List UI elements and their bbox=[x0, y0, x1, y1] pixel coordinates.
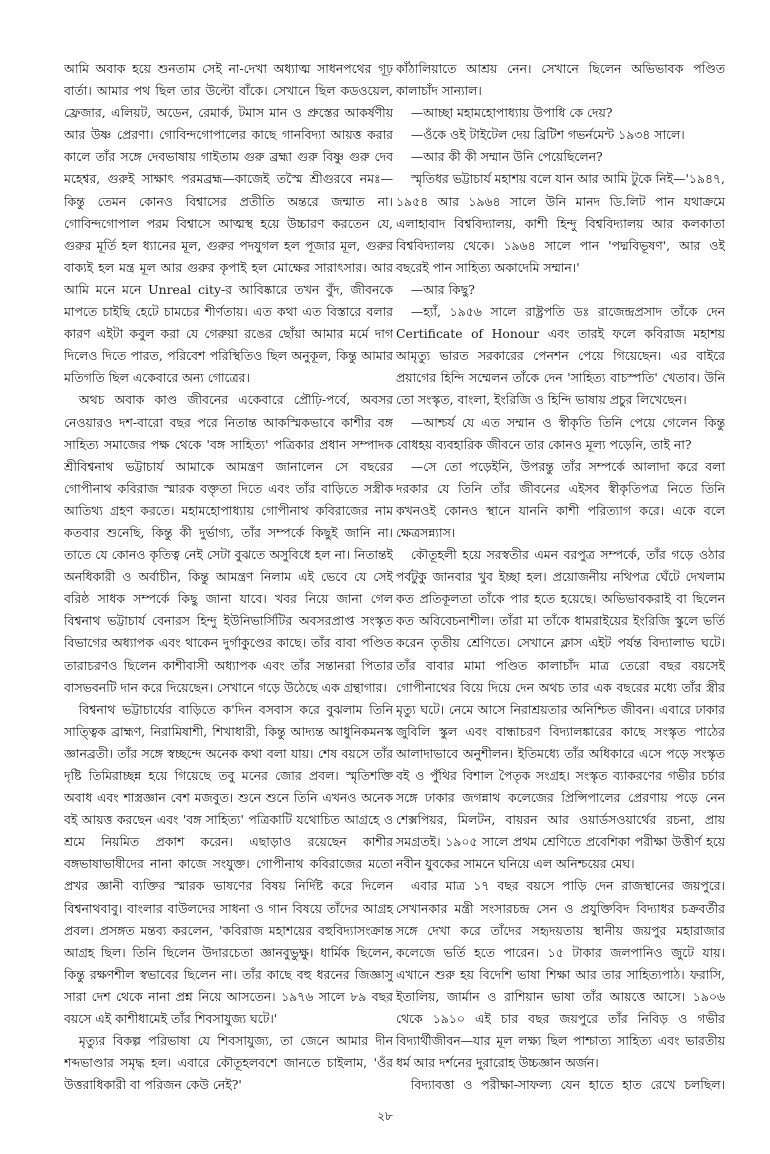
paragraph: —হ্যাঁ, ১৯৫৬ সালে রাষ্ট্রপতি ডঃ রাজেন্দ্রপ্রসাদ তাঁকে দেন Certificate of Honour এবং তারই ফলে কবিরাজ মহাশয় আমৃত্যু ভারত সরকারের পেনশন পেয়ে গিয়েছেন। এর বাইরে প্রয়াগের হিন্দি সম্মেলন তাঁকে দেন 'সাহিত্য বাচস্পতি' খেতাব। উনি তো সংস্কৃত, বাংলা, ইংরিজি ও হিন্দি ভাষায় প্রচুর লিখেছেন। bbox=[396, 304, 725, 408]
paragraph: —সে তো পড়েইনি, উপরন্তু তাঁর সম্পর্কে আলাদা করে বলা দরকার যে তিনি তাঁর জীবনের এইসব স্বীকৃতিপত্র নিতে তিনি কখনওই কোনও স্থানে যাননি কাশী পরিত্যাগ করে। একে বলে ক্ষেত্রসন্ন্যাস। bbox=[396, 458, 725, 540]
paragraph: মৃত্যুর বিকল্প পরিভাষা যে শিবসাযুজ্য, তা জেনে আমার দীন শব্দভাণ্ডার সমৃদ্ধ হল। এবারে কৌতূহলবশে জানতে চাইলাম, 'ওঁর উত্তরাধিকারী বা পরিজন কেউ নেই?' bbox=[64, 1033, 393, 1093]
left-column bbox=[64, 58, 393, 1098]
page-number: ২৮ bbox=[377, 1109, 393, 1123]
paragraph: কৌতূহলী হয়ে সরস্বতীর এমন বরপুত্র সম্পর্কে, তাঁর গড়ে ওঠার পর্বটুকু জানবার খুব ইচ্ছা হল। প্রয়োজনীয় নথিপত্র ঘেঁটে দেখলাম কত প্রতিকূলতা তাঁকে পার হতে হয়েছে। অভিভাবকরাই বা ছিলেন কত অবিবেচনাশীল। তাঁরা মা তাঁকে ধামরাইয়ের ইংরিজি স্কুলে ভর্তি করেন তৃতীয় শ্রেণিতে। সেখানে ক্লাস এইট পর্যন্ত বিদ্যালাভ ঘটে। তাঁর বাবার মামা পণ্ডিত কালাচাঁদ মাত্র তেরো বছর বয়সেই গোপীনাথের বিয়ে দিয়ে দেন অথচ তার এক বছরের মধ্যে তাঁর স্ত্রীর মৃত্যু ঘটে। নেমে আসে নিরাশ্রয়তার অনিশ্চিত জীবন। এবারে ঢাকার জুবিলি স্কুল এবং বান্ধাচরণ বিদ্যালঙ্কারের কাছে সংস্কৃত পাঠের আলাদাভাবে অনুশীলন। ইতিমধ্যে তাঁর অধিকারে এসে পড়ে সংস্কৃত বই ও পুঁথির বিশাল পৈতৃক সংগ্রহ। সংস্কৃত ব্যাকরণের গভীর চর্চার সঙ্গে ঢাকার জগন্নাথ কলেজের প্রিন্সিপালের প্রেরণায় পড়ে নেন শেক্সপিয়র, মিলটন, বায়রন আর ওয়ার্ডসওয়ার্থের রচনা, প্রায় সমগ্রতই। ১৯০৫ সালে প্রথম শ্রেণিতে প্রবেশিকা পরীক্ষা উত্তীর্ণ হয়ে নবীন যুবকের সামনে ঘনিয়ে এল অনিশ্চয়ের মেঘ। bbox=[396, 547, 725, 872]
paragraph: —ওঁকে ওই টাইটেল দেয় ব্রিটিশ গভর্নমেন্ট ১৯৩৪ সালে। bbox=[410, 127, 685, 143]
paragraph: কাঁঠালিয়াতে আশ্রয় নেন। সেখানে ছিলেন অভিভাবক পণ্ডিত কালাচাঁদ সান্যাল। bbox=[396, 61, 725, 99]
paragraph: অথচ অবাক কাণ্ড জীবনের একেবারে প্রৌঢ়ি-পর্বে, অবসর নেওয়ারও দশ-বারো বছর পরে নিতান্ত আকস্মিকভাবে কাশীর বঙ্গ সাহিত্য সমাজের পক্ষ থেকে 'বঙ্গ সাহিত্য' পত্রিকার প্রধান সম্পাদক শ্রীবিশ্বনাথ ভট্টাচার্য আমাকে আমন্ত্রণ জানালেন সে বছরের গোপীনাথ কবিরাজ স্মারক বক্তৃতা দিতে এবং তাঁর বাড়িতে সস্ত্রীক আতিথ্য গ্রহণ করতে। মহামহোপাধ্যায় গোপীনাথ কবিরাজের নাম কতবার শুনেছি, কিন্তু কী দুর্ভাগ্য, তাঁর সম্পর্কে কিছুই জানি না। তাতে যে কোনও কৃতিত্ব নেই সেটা বুঝতে অসুবিধে হল না। নিতান্তই অনধিকারী ও অর্বাচীন, কিন্তু আমন্ত্রণ নিলাম এই ভেবে যে সেই বরিষ্ঠ সাধক সম্পর্কে কিছু জানা যাবে। খবর নিয়ে জানা গেল বিশ্বনাথ ভট্টাচার্য বেনারস হিন্দু ইউনিভার্সিটির অবসরপ্রাপ্ত সংস্কৃত বিভাগের অধ্যাপক এবং থাকেন দুর্গাকুণ্ডের কাছে। তাঁর বাবা পণ্ডিত তারাচরণও ছিলেন কাশীবাসী অধ্যাপক এবং তাঁর সন্তানরা পিতার বাসভবনটি দান করে দিয়েছেন। সেখানে গড়ে উঠেছে এক গ্রন্থাগার। bbox=[64, 392, 393, 695]
paragraph: —আশ্চর্য যে এত সম্মান ও স্বীকৃতি তিনি পেয়ে গেলেন কিন্তু বোধহয় ব্যবহারিক জীবনে তার কোনও মূল্য পড়েনি, তাই না? bbox=[396, 414, 725, 452]
paragraph: —আর কী কী সম্মান উনি পেয়েছিলেন? bbox=[410, 149, 603, 165]
paragraph: বিশ্বনাথ ভট্টাচার্যের বাড়িতে ক'দিন বসবাস করে বুঝলাম তিনি সাত্ত্বিক ব্রাহ্মণ, নিরামিষাশী, শিখাধারী, কিন্তু আদ্যন্ত আধুনিকমনস্ক জ্ঞানব্রতী। তাঁর সঙ্গে স্বচ্ছন্দে অনেক কথা বলা যায়। শেষ বয়সে তাঁর দৃষ্টি তিমিরাচ্ছন্ন হয়ে গিয়েছে তবু মনের জোর প্রবল। স্মৃতিশক্তি অবাধ এবং শাস্ত্রজ্ঞান বেশ মজবুত। শুনে শুনে তিনি এখনও অনেক বই আয়ত্ত করছেন এবং 'বঙ্গ সাহিত্য' পত্রিকাটি যথোচিত আগ্রহে ও শ্রমে নিয়মিত প্রকাশ করেন। এছাড়াও রয়েছেন কাশীর বঙ্গভাষাভাষীদের নানা কাজে সংযুক্ত। গোপীনাথ কবিরাজের মতো প্রখর জ্ঞানী ব্যক্তির স্মারক ভাষণের বিষয় নির্দিষ্ট করে দিলেন বিশ্বনাথবাবু। বাংলার বাউলদের সাধনা ও গান বিষয়ে তাঁদের আগ্রহ প্রবল। প্রসঙ্গত মন্তব্য করলেন, 'কবিরাজ মহাশয়ের বহুবিদ্যাসংক্রান্ত আগ্রহ ছিল। তিনি ছিলেন উদারচেতা জ্ঞানবুভুক্ষু। ধার্মিক ছিলেন, কিন্তু রক্ষণশীল স্বভাবের ছিলেন না। তাঁর কাছে বহু ধরনের জিজ্ঞাসু সারা দেশ থেকে নানা প্রশ্ন নিয়ে আসতেন। ১৯৭৬ সালে ৮৯ বছর বয়সে এই কাশীধামেই তাঁর শিবসাযুজ্য ঘটে।' bbox=[64, 701, 393, 1027]
paragraph bbox=[64, 1096, 393, 1098]
paragraph: —আর কিছু? bbox=[410, 281, 475, 297]
paragraph: বিদ্যাবত্তা ও পরীক্ষা-সাফল্য যেন হাতে হাত রেখে চলছিল। bbox=[410, 1077, 725, 1093]
paragraph: আমি অবাক হয়ে শুনতাম সেই না-দেখা অধ্যাত্ম সাধনপথের গূঢ় বার্তা। আমার পথ ছিল তার উল্টো বাঁকে। সেখানে ছিল কডওয়েল, ফ্রেজার, এলিয়ট, অডেন, রেমার্ক, টমাস মান ও প্রুস্তের আকর্ষণীয় আর উষ্ণ প্রেরণা। গোবিন্দগোপালের কাছে গানবিদ্যা আয়ত্ত করার কালে তাঁর সঙ্গে দেবভাষায় গাইতাম গুরু ব্রহ্মা গুরু বিষ্ণু গুরু দেব মহেশ্বর, গুরুই সাক্ষাৎ পরমব্রহ্ম—কাজেই তস্মৈ শ্রীগুরবে নমঃ—কিন্তু তেমন কোনও বিশ্বাসের প্রতীতি অন্তরে জন্মাত না। গোবিন্দগোপাল পরম বিশ্বাসে আত্মস্থ হয়ে উচ্চারণ করতেন যে, গুরুর মূর্তি হল ধ্যানের মূল, গুরুর পদযুগল হল পূজার মূল, গুরুর বাক্যই হল মন্ত্র মূল আর গুরুর কৃপাই হল মোক্ষের সারাৎসার। আর আমি মনে মনে Unreal city-র আবিষ্কারে তখন বুঁদ, জীবনকে মাপতে চাইছি হেটে চামচের শীর্ণতায়। এত কথা এত বিস্তারে বলার কারণ এইটা কবুল করা যে গেরুয়া রঙের ছোঁয়া আমার মর্মে দাগ দিলেও দিতে পারত, পরিবেশ পরিস্থিতিও ছিল অনুকূল, কিন্তু আমার মতিগতি ছিল একেবারে অন্য গোত্রের। bbox=[64, 61, 393, 386]
paragraph: —আচ্ছা মহামহোপাধ্যায় উপাধি কে দেয়? bbox=[410, 105, 613, 121]
paragraph: এবার মাত্র ১৭ বছর বয়সে পাড়ি দেন রাজস্থানের জয়পুরে। সেখানকার মন্ত্রী সংসারচন্দ্র সেন ও প্রযুক্তিবিদ বিদ্যাধর চক্রবর্তীর সঙ্গে দেখা করে তাঁদের সহৃদয়তায় স্থানীয় জয়পুর মহারাজার কলেজে ভর্তি হতে পারেন। ১৫ টাকার জলপানিও জুটে যায়। এখানে শুরু হয় বিদেশি ভাষা শিক্ষা আর তার সাহিত্যপাঠ। ফরাসি, ইতালিয়, জার্মান ও রাশিয়ান ভাষা তাঁর আয়ত্তে আসে। ১৯০৬ থেকে ১৯১০ এই চার বছর জয়পুরে তাঁর নিবিড় ও গভীর বিদ্যার্থীজীবন—যার মূল লক্ষ্য ছিল পাশ্চাত্য সাহিত্য এবং ভারতীয় ধর্ম আর দর্শনের দুরারোহ উচ্চজ্ঞান অর্জন। bbox=[396, 878, 725, 1071]
right-column bbox=[396, 58, 725, 1098]
paragraph: স্মৃতিধর ভট্টাচার্য মহাশয় বলে যান আর আমি টুকে নিই—'১৯৪৭, ১৯৫৪ আর ১৯৬৪ সালে উনি মানদ ডি.লিট পান যথাক্রমে এলাহাবাদ বিশ্ববিদ্যালয়, কাশী হিন্দু বিশ্ববিদ্যালয় আর কলকাতা বিশ্ববিদ্যালয় থেকে। ১৯৬৪ সালে পান 'পদ্মবিভূষণ', আর ওই বছরেই পান সাহিত্য অকাদেমি সম্মান।' bbox=[396, 171, 725, 275]
